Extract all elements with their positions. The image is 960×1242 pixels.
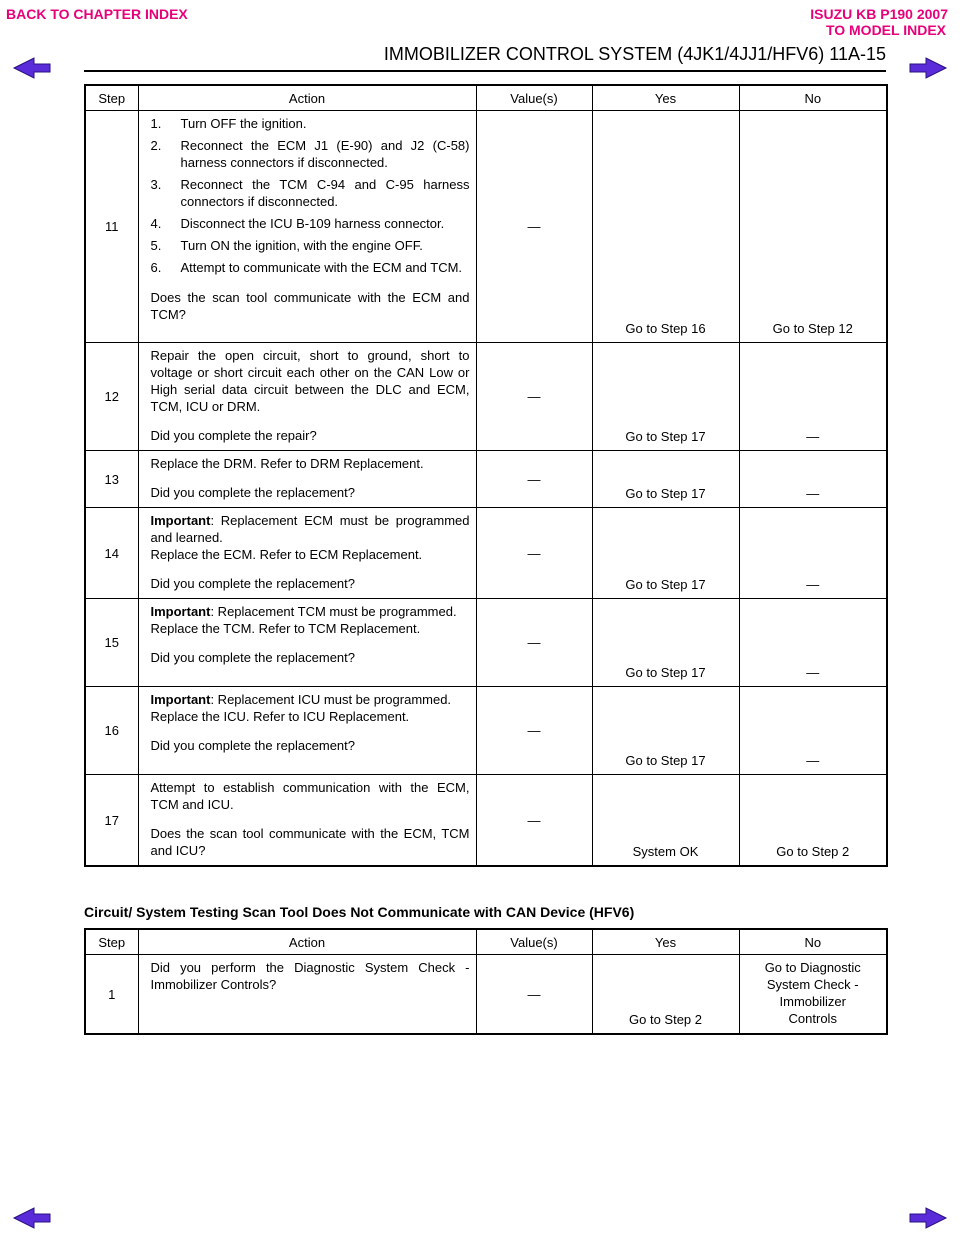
- action-item: Reconnect the TCM C-94 and C-95 harness connectors if disconnected.: [180, 177, 470, 209]
- value-cell: —: [476, 111, 592, 343]
- action-question: Did you complete the replacement?: [150, 485, 356, 500]
- col-step: Step: [85, 85, 138, 111]
- action-text: Attempt to establish communication with the ECM, TCM and ICU.: [150, 780, 470, 812]
- yes-cell: Go to Step 17: [592, 343, 739, 451]
- action-text: Replace the TCM. Refer to TCM Replacement.: [150, 621, 421, 636]
- important-text: : Replacement TCM must be programmed.: [210, 604, 457, 619]
- yes-cell: Go to Step 2: [592, 955, 739, 1035]
- step-number: 15: [85, 599, 138, 687]
- value-cell: —: [476, 775, 592, 867]
- important-label: Important: [150, 513, 211, 528]
- action-question: Did you complete the repair?: [150, 428, 317, 443]
- item-number: 5.: [150, 238, 162, 253]
- action-item: Reconnect the ECM J1 (E-90) and J2 (C-58) harness connectors if disconnected.: [180, 138, 470, 170]
- step-number: 12: [85, 343, 138, 451]
- value-cell: —: [476, 508, 592, 599]
- action-text: Repair the open circuit, short to ground, short to voltage or short circuit each other on the CAN Low or High serial data circuit between the DLC and ECM, TCM, ICU or DRM.: [150, 348, 470, 414]
- action-item: Turn OFF the ignition.: [180, 116, 307, 131]
- item-number: 6.: [150, 260, 162, 275]
- value-cell: —: [476, 599, 592, 687]
- back-to-chapter-index-link[interactable]: BACK TO CHAPTER INDEX: [6, 6, 188, 22]
- col-no: No: [739, 929, 887, 955]
- action-item: Attempt to communicate with the ECM and TCM.: [180, 260, 463, 275]
- action-cell: [138, 599, 476, 687]
- model-title: ISUZU KB P190 2007: [810, 6, 948, 22]
- col-action: Action: [138, 85, 476, 111]
- no-cell: —: [739, 508, 887, 599]
- yes-cell: System OK: [592, 775, 739, 867]
- col-no: No: [739, 85, 887, 111]
- table-header-row: [85, 929, 887, 955]
- action-cell: [138, 775, 476, 867]
- action-question: Did you perform the Diagnostic System Check - Immobilizer Controls?: [150, 960, 470, 992]
- table-row: [85, 508, 887, 599]
- value-cell: —: [476, 687, 592, 775]
- action-item: Disconnect the ICU B-109 harness connector.: [180, 216, 445, 231]
- step-number: 16: [85, 687, 138, 775]
- yes-cell: Go to Step 16: [592, 111, 739, 343]
- no-cell: [739, 955, 887, 1035]
- important-text: : Replacement ICU must be programmed.: [210, 692, 452, 707]
- value-cell: —: [476, 451, 592, 508]
- action-text: Replace the DRM. Refer to DRM Replacement.: [150, 456, 424, 471]
- page-header-title: IMMOBILIZER CONTROL SYSTEM (4JK1/4JJ1/HFV6) 11A-15: [383, 44, 886, 64]
- table-row: [85, 687, 887, 775]
- value-cell: —: [476, 955, 592, 1035]
- action-cell: [138, 343, 476, 451]
- action-question: Did you complete the replacement?: [150, 738, 356, 753]
- action-cell: [138, 451, 476, 508]
- no-line: Go to Diagnostic: [764, 960, 861, 975]
- action-cell: [138, 955, 476, 1035]
- yes-cell: Go to Step 17: [592, 508, 739, 599]
- table-row: [85, 343, 887, 451]
- item-number: 1.: [150, 116, 162, 131]
- no-line: Controls: [788, 1011, 837, 1026]
- step-number: 13: [85, 451, 138, 508]
- no-line: System Check -: [766, 977, 859, 992]
- to-model-index-link[interactable]: TO MODEL INDEX: [825, 22, 946, 38]
- important-label: Important: [150, 604, 211, 619]
- step-number: 17: [85, 775, 138, 867]
- yes-cell: Go to Step 17: [592, 451, 739, 508]
- col-yes: Yes: [592, 85, 739, 111]
- action-text: Replace the ICU. Refer to ICU Replacement.: [150, 709, 410, 724]
- table-row: [85, 451, 887, 508]
- step-number: 11: [85, 111, 138, 343]
- diagnostic-table-steps-11-17: [84, 84, 888, 867]
- no-cell: Go to Step 2: [739, 775, 887, 867]
- no-line: Immobilizer: [779, 994, 846, 1009]
- next-page-arrow-bottom-icon[interactable]: [908, 1206, 948, 1230]
- table-header-row: [85, 85, 887, 111]
- step-number: 1: [85, 955, 138, 1035]
- table-row: [85, 111, 887, 343]
- col-action: Action: [138, 929, 476, 955]
- item-number: 2.: [150, 138, 162, 153]
- table-row: [85, 599, 887, 687]
- action-cell: [138, 508, 476, 599]
- item-number: 4.: [150, 216, 162, 231]
- action-cell: [138, 687, 476, 775]
- important-label: Important: [150, 692, 211, 707]
- action-question: Does the scan tool communicate with the ECM, TCM and ICU?: [150, 826, 470, 858]
- table-row: [85, 775, 887, 867]
- important-text: : Replacement ECM must be programmed and learned.: [150, 513, 470, 545]
- action-cell: [138, 111, 476, 343]
- header-rule: [84, 70, 886, 72]
- no-cell: Go to Step 12: [739, 111, 887, 343]
- action-item: Turn ON the ignition, with the engine OFF.: [180, 238, 423, 253]
- action-question: Does the scan tool communicate with the ECM and TCM?: [150, 290, 470, 322]
- next-page-arrow-icon[interactable]: [908, 56, 948, 80]
- no-cell: —: [739, 599, 887, 687]
- col-values: Value(s): [476, 929, 592, 955]
- section-title: Circuit/ System Testing Scan Tool Does Not Communicate with CAN Device (HFV6): [84, 904, 635, 920]
- value-cell: —: [476, 343, 592, 451]
- col-yes: Yes: [592, 929, 739, 955]
- step-number: 14: [85, 508, 138, 599]
- no-cell: —: [739, 451, 887, 508]
- action-question: Did you complete the replacement?: [150, 576, 356, 591]
- item-number: 3.: [150, 177, 162, 192]
- diagnostic-table-hfv6: [84, 928, 888, 1035]
- col-values: Value(s): [476, 85, 592, 111]
- no-cell: —: [739, 343, 887, 451]
- yes-cell: Go to Step 17: [592, 687, 739, 775]
- table-row: [85, 955, 887, 1035]
- action-text: Replace the ECM. Refer to ECM Replacement.: [150, 547, 423, 562]
- col-step: Step: [85, 929, 138, 955]
- no-cell: —: [739, 687, 887, 775]
- previous-page-arrow-bottom-icon[interactable]: [12, 1206, 52, 1230]
- action-question: Did you complete the replacement?: [150, 650, 356, 665]
- yes-cell: Go to Step 17: [592, 599, 739, 687]
